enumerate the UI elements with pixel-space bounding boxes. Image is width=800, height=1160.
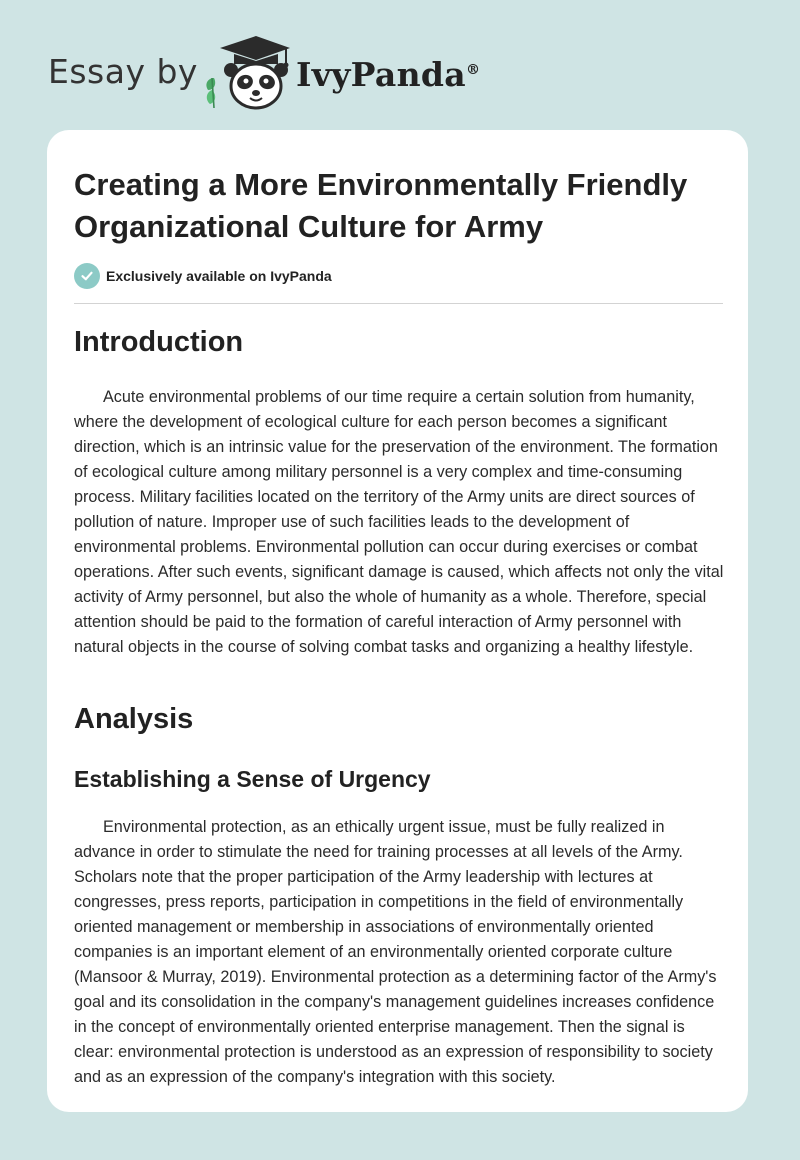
urgency-paragraph: Environmental protection, as an ethically urgent issue, must be fully realized in advance in order to stimulate the need for training processes at all levels of the Army. Scholars note that the proper participation of the Army leadership with lectures at congresses, press reports, participation in competitions in the field of environmentally oriented management or membership in associations of environmentally oriented companies is an important element of an environmentally oriented corporate culture (Mansoor & Murray, 2019). Environmental protection as a determining factor of the Army's goal and its consolidation in the company's management guidelines increases confidence in the concept of environmentally oriented enterprise management. Then the signal is clear: environmental protection is understood as an expression of responsibility to society and as an expression of the company's integration with this society. [74,818,717,1086]
leaf-icon [206,78,215,108]
panda-graduation-cap-icon[interactable] [200,34,292,110]
brand-name[interactable]: IvyPanda® [296,55,481,94]
exclusive-badge [74,263,332,289]
introduction-paragraph: Acute environmental problems of our time require a certain solution from humanity, where the development of ecological culture for each person becomes a significant direction, which is an intrinsic value for the preservation of the environment. The formation of ecological culture among military personnel is a very complex and time-consuming process. Military facilities located on the territory of the Army units are direct sources of pollution of nature. Improper use of such facilities leads to the development of environmental problems. Environmental pollution can occur during exercises or combat operations. After such events, significant damage is caused, which affects not only the vital activity of Army personnel, but also the whole of humanity as a whole. Therefore, special attention should be paid to the formation of careful interaction of Army personnel with natural objects in the course of solving combat tasks and organizing a healthy lifestyle. [74,388,724,656]
subheading-sense-of-urgency: Establishing a Sense of Urgency [74,766,431,792]
article-title: Creating a More Environmentally Friendly Organizational Culture for Army [74,167,688,244]
divider [74,303,723,304]
registered-mark: ® [465,62,481,78]
section-heading-analysis: Analysis [74,703,194,735]
article-card [47,130,748,1112]
check-icon [74,263,100,289]
exclusive-badge-text: Exclusively available on IvyPanda [106,268,332,284]
site-header [0,0,800,130]
section-heading-introduction: Introduction [74,326,244,358]
essay-by-label: Essay by [48,52,198,91]
